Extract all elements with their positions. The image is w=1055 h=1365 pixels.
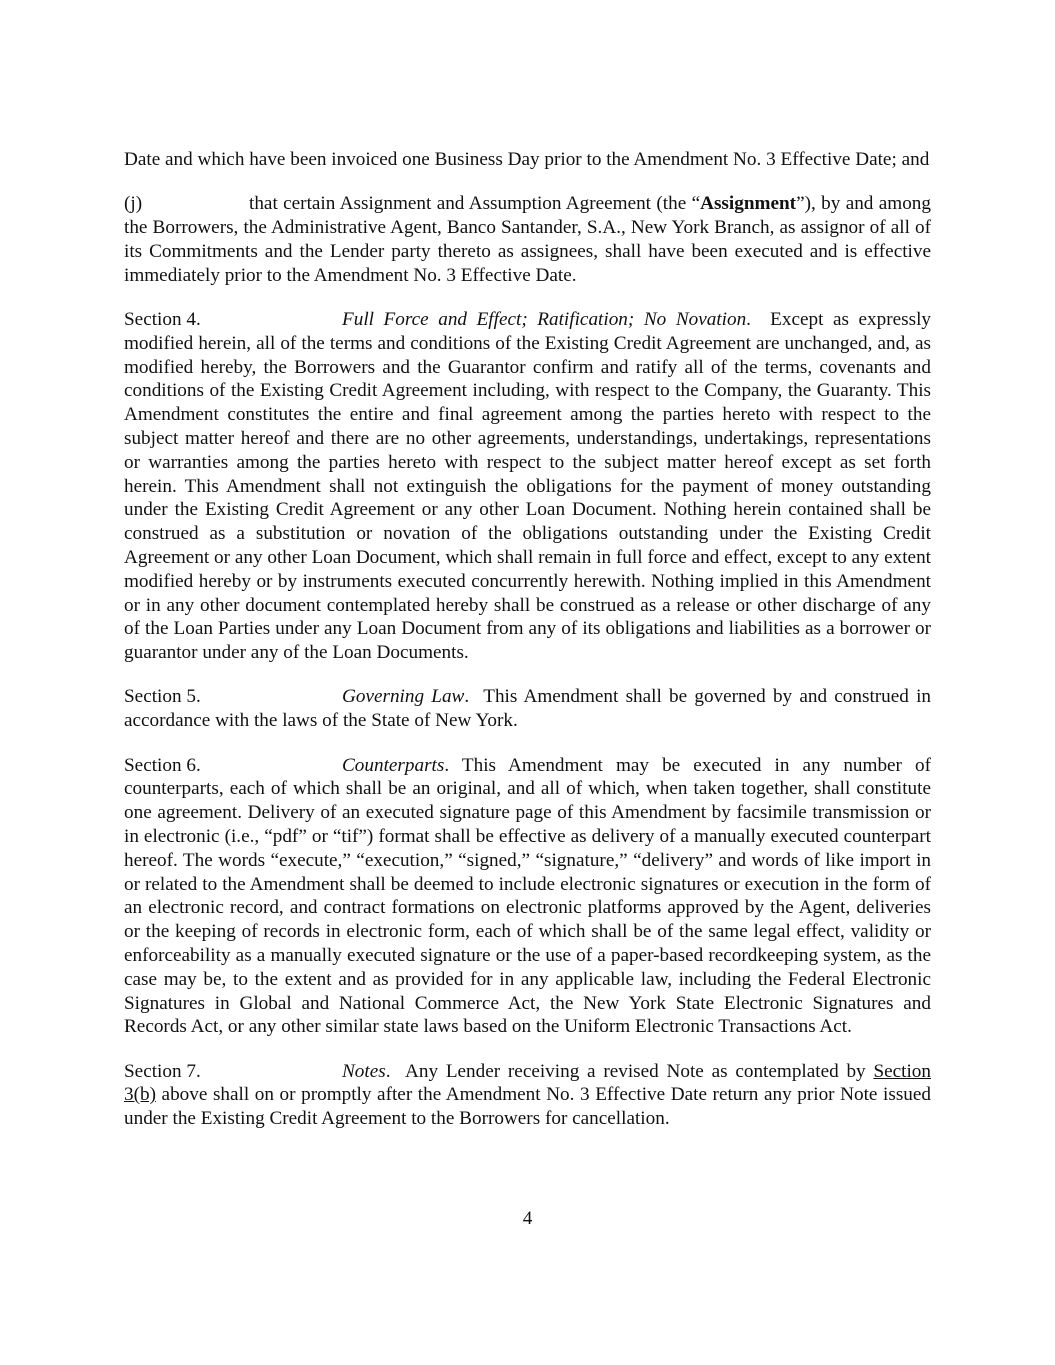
item-j-label: (j)	[124, 193, 143, 215]
section-5-body: This Amendment shall be governed by and construed in accordance with the laws of the State of New York.	[124, 686, 932, 732]
section-5-paragraph: Section 5. Governing Law. This Amendment shall be governed by and construed in accordance with the laws of the State of New York.	[124, 686, 932, 732]
section-7-body-before: Any Lender receiving a revised Note as contemplated by	[405, 1060, 874, 1082]
section-4-number: Section 4.	[124, 308, 201, 330]
page-number: 4	[522, 1208, 533, 1229]
section-4-body: Except as expressly modified herein, all of the terms and conditions of the Existing Credit Agreement are unchanged, and, as modified hereby, the Borrowers and the Guarantor confirm and ratify all of the terms, covenants and conditions of the Existing Credit Agreement including, with respect to the Company, the Guaranty. This Amendment constitutes the entire and final agreement among the parties hereto with respect to the subject matter hereof and there are no other agreements, understandings, undertakings, representations or warranties among the parties hereto with respect to the subject matter hereof except as set forth herein. This Amendment shall not extinguish the obligations for the payment of money outstanding under the Existing Credit Agreement or any other Loan Document. Nothing herein contained shall be construed as a substitution or novation of the obligations outstanding under the Existing Credit Agreement or any other Loan Document, which shall remain in full force and effect, except to any extent modified hereby or by instruments executed concurrently herewith. Nothing implied in this Amendment or in any other document contemplated hereby shall be construed as a release or other discharge of any of the Loan Parties under any Loan Document from any of its obligations and liabilities as a borrower or guarantor under any of the Loan Documents.	[124, 308, 931, 664]
section-7-paragraph: Section 7. Notes. Any Lender receiving a revised Note as contemplated by Section 3(b) above shall on or promptly after the Amendment No. 3 Effective Date return any prior Note issued under the Existing Credit Agreement to the Borrowers for cancellation.	[124, 1060, 931, 1130]
item-j-defined-term: Assignment	[700, 193, 797, 215]
continuation-paragraph	[124, 148, 931, 172]
section-4-paragraph: Section 4. Full Force and Effect; Ratification; No Novation. Except as expressly modified herein, all of the terms and conditions of the Existing Credit Agreement are unchanged, and, as modified hereby, the Borrowers and the Guarantor confirm and ratify all of the terms, covenants and conditions of the Existing Credit Agreement including, with respect to the Company, the Guaranty. This Amendment constitutes the entire and final agreement among the parties hereto with respect to the subject matter hereof and there are no other agreements, understandings, undertakings, representations or warranties among the parties hereto with respect to the subject matter hereof except as set forth herein. This Amendment shall not extinguish the obligations for the payment of money outstanding under the Existing Credit Agreement or any other Loan Document. Nothing herein contained shall be construed as a substitution or novation of the obligations outstanding under the Existing Credit Agreement or any other Loan Document, which shall remain in full force and effect, except to any extent modified hereby or by instruments executed concurrently herewith. Nothing implied in this Amendment or in any other document contemplated hereby shall be construed as a release or other discharge of any of the Loan Parties under any Loan Document from any of its obligations and liabilities as a borrower or guarantor under any of the Loan Documents.	[124, 308, 931, 664]
section-4-heading: Full Force and Effect; Ratification; No Novation	[342, 308, 747, 330]
section-5-heading: Governing Law	[342, 686, 465, 708]
item-j-text-before: that certain Assignment and Assumption Agreement (the “	[249, 193, 701, 215]
section-6-body: This Amendment may be executed in any number of counterparts, each of which shall be an original, and all of which, when taken together, shall constitute one agreement. Delivery of an executed signature page of this Amendment by facsimile transmission or in electronic (i.e., “pdf” or “tif”) format shall be effective as delivery of a manually executed counterpart hereof. The words “execute,” “execution,” “signed,” “signature,” “delivery” and words of like import in or related to the Amendment shall be deemed to include electronic signatures or execution in the form of an electronic record, and contract formations on electronic platforms approved by the Agent, deliveries or the keeping of records in electronic form, each of which shall be of the same legal effect, validity or enforceability as a manually executed signature or the use of a paper-based recordkeeping system, as the case may be, to the extent and as provided for in any applicable law, including the Federal Electronic Signatures in Global and National Commerce Act, the New York State Electronic Signatures and Records Act, or any other similar state laws based on the Uniform Electronic Transactions Act.	[124, 754, 932, 1038]
section-6-number: Section 6.	[124, 754, 201, 776]
section-7-body-after: above shall on or promptly after the Amendment No. 3 Effective Date return any prior Note issued under the Existing Credit Agreement to the Borrowers for cancellation.	[124, 1084, 931, 1130]
section-5-number: Section 5.	[124, 686, 201, 708]
item-j-text-after: ”), by and among the Borrowers, the Administrative Agent, Banco Santander, S.A., New York Branch, as assignor of all of its Commitments and the Lender party thereto as assignees, shall have been executed and is effective immediately prior to the Amendment No. 3 Effective Date.	[124, 193, 931, 286]
item-j-paragraph	[124, 192, 931, 287]
section-6-paragraph: Section 6. Counterparts. This Amendment may be executed in any number of counterparts, each of which shall be an original, and all of which, when taken together, shall constitute one agreement. Delivery of an executed signature page of this Amendment by facsimile transmission or in electronic (i.e., “pdf” or “tif”) format shall be effective as delivery of a manually executed counterpart hereof. The words “execute,” “execution,” “signed,” “signature,” “delivery” and words of like import in or related to the Amendment shall be deemed to include electronic signatures or execution in the form of an electronic record, and contract formations on electronic platforms approved by the Agent, deliveries or the keeping of records in electronic form, each of which shall be of the same legal effect, validity or enforceability as a manually executed signature or the use of a paper-based recordkeeping system, as the case may be, to the extent and as provided for in any applicable law, including the Federal Electronic Signatures in Global and National Commerce Act, the New York State Electronic Signatures and Records Act, or any other similar state laws based on the Uniform Electronic Transactions Act.	[124, 754, 932, 1038]
section-3b-reference: Section 3(b)	[124, 1060, 931, 1106]
document-page	[124, 148, 931, 1151]
section-7-heading: Notes	[342, 1060, 386, 1082]
continuation-text: Date and which have been invoiced one Business Day prior to the Amendment No. 3 Effective Date; and	[124, 149, 930, 170]
section-7-number: Section 7.	[124, 1060, 201, 1082]
section-6-heading: Counterparts	[342, 754, 445, 776]
